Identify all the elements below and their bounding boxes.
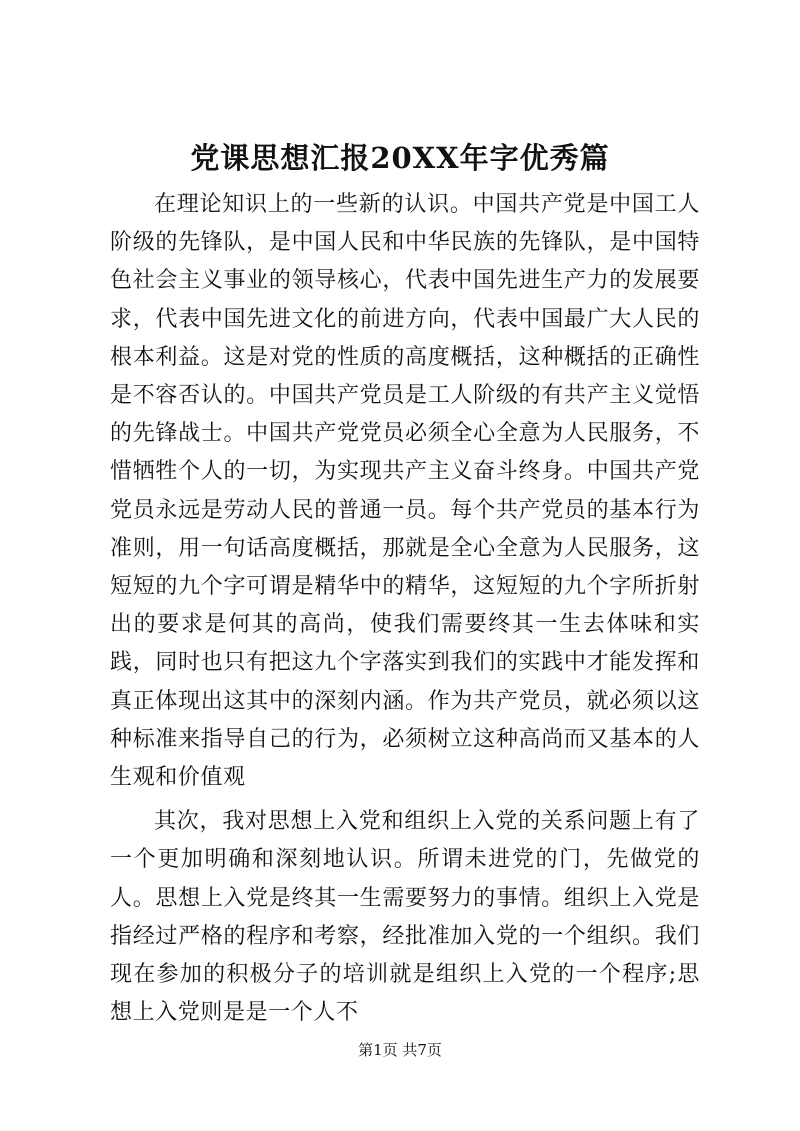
paragraph-1: 在理论知识上的一些新的认识。中国共产党是中国工人阶级的先锋队，是中国人民和中华民族的先锋队，是中国特色社会主义事业的领导核心，代表中国先进生产力的发展要求，代表中国先进文化的前进方向，代表中国最广大人民的根本利益。这是对党的性质的高度概括，这种概括的正确性是不容否认的。中国共产党员是工人阶级的有共产主义觉悟的先锋战士。中国共产党党员必须全心全意为人民服务，不惜牺牲个人的一切，为实现共产主义奋斗终身。中国共产党党员永远是劳动人民的普通一员。每个共产党员的基本行为准则，用一句话高度概括，那就是全心全意为人民服务，这短短的九个字可谓是精华中的精华，这短短的九个字所折射出的要求是何其的高尚，使我们需要终其一生去体味和实践，同时也只有把这九个字落实到我们的实践中才能发挥和真正体现出这其中的深刻内涵。作为共产党员，就必须以这种标准来指导自己的行为，必须树立这种高尚而又基本的人生观和价值观: [110, 192, 700, 791]
paragraph-2: 其次，我对思想上入党和组织上入党的关系问题上有了一个更加明确和深刻地认识。所谓未进党的门，先做党的人。思想上入党是终其一生需要努力的事情。组织上入党是指经过严格的程序和考察，经批准加入党的一个组织。我们现在参加的积极分子的培训就是组织上入党的一个程序;思想上入党则是是一个人不: [110, 809, 700, 1026]
page-number-footer: 第1页 共7页: [358, 1041, 442, 1059]
document-body: [110, 186, 700, 1032]
document-title: 党课思想汇报20XX年字优秀篇: [190, 141, 610, 175]
